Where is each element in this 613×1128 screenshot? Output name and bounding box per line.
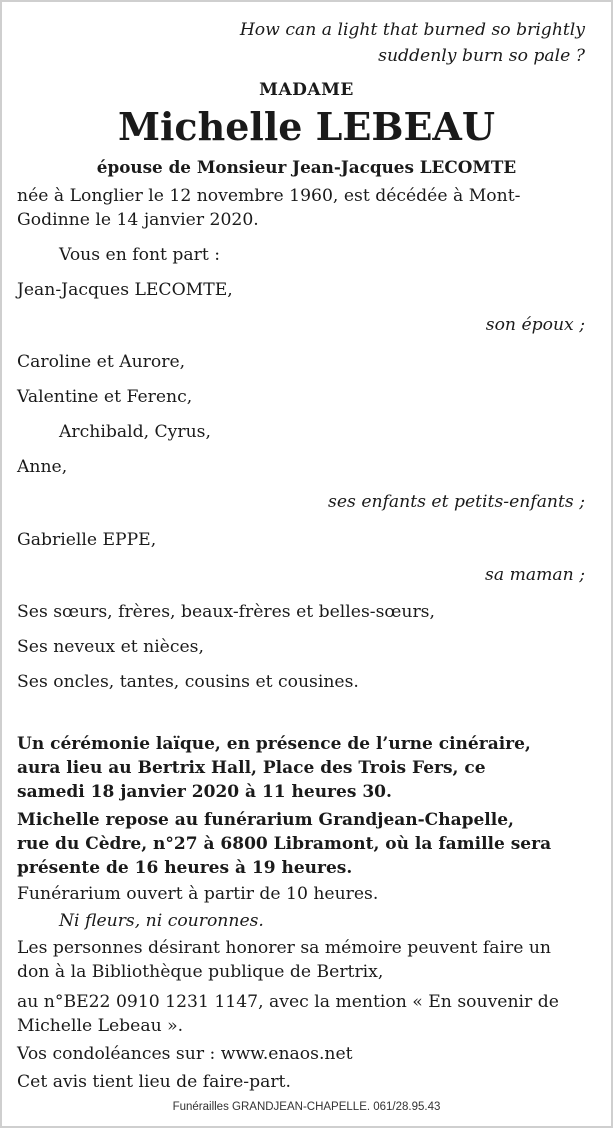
funeral-home-footer: Funérailles GRANDJEAN-CHAPELLE. 061/28.95.43 <box>172 1101 441 1113</box>
relatives-line-1: Ses sœurs, frères, beaux-frères et belles-sœurs, <box>17 602 435 622</box>
faire-part-notice: Cet avis tient lieu de faire-part. <box>17 1072 291 1092</box>
relatives-line-3: Ses oncles, tantes, cousins et cousines. <box>17 672 359 692</box>
ceremony-line-1: Un cérémonie laïque, en présence de l’urne cinéraire, <box>17 734 531 754</box>
repose-line-2: rue du Cèdre, n°27 à 6800 Libramont, où la famille sera <box>17 834 552 854</box>
repose-line-1: Michelle repose au funérarium Grandjean-Chapelle, <box>17 810 514 830</box>
deceased-name: Michelle LEBEAU <box>117 104 496 149</box>
children-line-2: Valentine et Ferenc, <box>17 387 193 407</box>
birth-line-1: née à Longlier le 12 novembre 1960, est décédée à Mont- <box>17 186 521 206</box>
condolences-line: Vos condoléances sur : www.enaos.net <box>17 1044 353 1064</box>
funerarium-hours: Funérarium ouvert à partir de 10 heures. <box>17 884 379 904</box>
donation-line-4: Michelle Lebeau ». <box>17 1016 184 1036</box>
children-line-3: Anne, <box>17 457 68 477</box>
donation-line-1: Les personnes désirant honorer sa mémoire peuvent faire un <box>17 938 551 958</box>
repose-line-3: présente de 16 heures à 19 heures. <box>17 858 353 878</box>
donation-line-2: don à la Bibliothèque publique de Bertrix, <box>17 962 384 982</box>
ceremony-line-3: samedi 18 janvier 2020 à 11 heures 30. <box>17 782 392 802</box>
donation-line-3: au n°BE22 0910 1231 1147, avec la mention « En souvenir de <box>17 992 559 1012</box>
epigraph-line-2: suddenly burn so pale ? <box>378 46 585 66</box>
husband-role: son époux ; <box>485 315 585 335</box>
honorific-title: MADAME <box>259 80 354 100</box>
children-line-1: Caroline et Aurore, <box>17 352 186 372</box>
birth-line-2: Godinne le 14 janvier 2020. <box>17 210 259 230</box>
ceremony-line-2: aura lieu au Bertrix Hall, Place des Trois Fers, ce <box>17 758 486 778</box>
relatives-line-2: Ses neveux et nièces, <box>17 637 204 657</box>
epigraph-line-1: How can a light that burned so brightly <box>239 20 585 40</box>
flowers-notice: Ni fleurs, ni couronnes. <box>59 911 264 931</box>
mother-role: sa maman ; <box>485 565 585 585</box>
mother-name: Gabrielle EPPE, <box>17 530 157 550</box>
spouse-line: épouse de Monsieur Jean-Jacques LECOMTE <box>96 157 517 177</box>
husband-name: Jean-Jacques LECOMTE, <box>17 280 233 300</box>
grandchildren-line: Archibald, Cyrus, <box>59 422 211 442</box>
children-role: ses enfants et petits-enfants ; <box>328 492 585 512</box>
announce-line: Vous en font part : <box>59 245 221 265</box>
